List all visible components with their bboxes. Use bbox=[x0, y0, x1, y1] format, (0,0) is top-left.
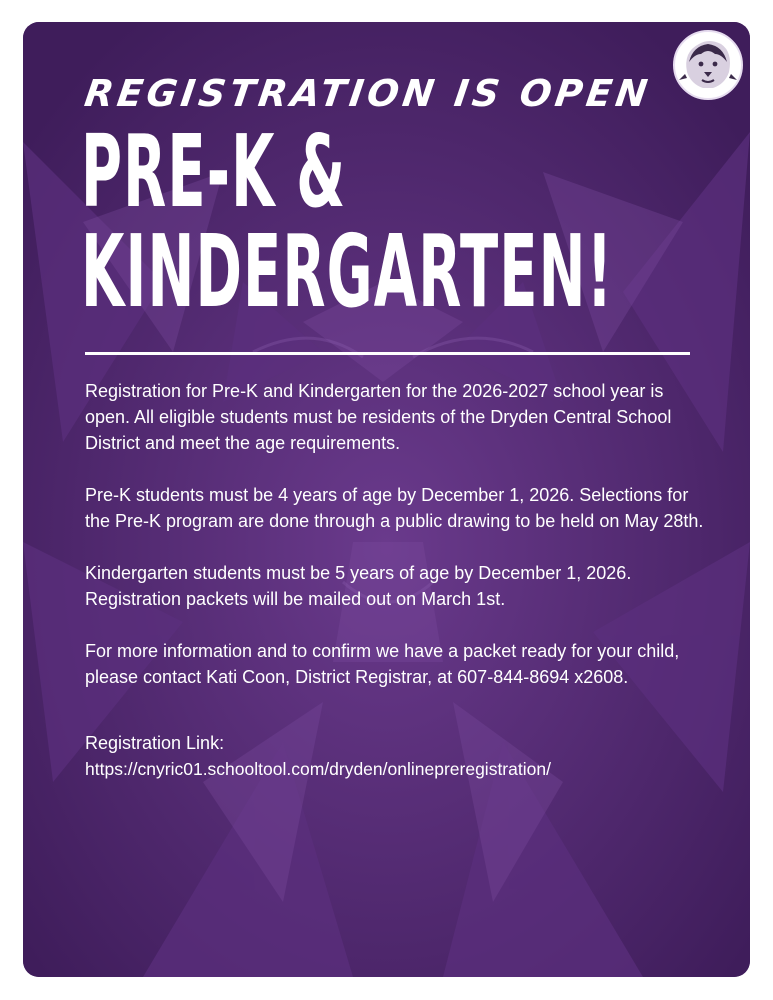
flyer bbox=[23, 22, 750, 977]
registration-link-label: Registration Link: bbox=[85, 733, 225, 753]
headline-line-1: PRE-K & bbox=[81, 113, 347, 230]
paragraph-contact: For more information and to confirm we have a packet ready for your child, please contact Kati Coon, District Registrar, at 607-844-8694 x2608. bbox=[85, 641, 680, 687]
lion-head-logo-icon bbox=[673, 30, 743, 100]
eyebrow-title: REGISTRATION IS OPEN bbox=[81, 72, 654, 115]
paragraph-pre-k: Pre-K students must be 4 years of age by December 1, 2026. Selections for the Pre-K program are done through a public drawing to be held on May 28th. bbox=[85, 485, 704, 531]
registration-link[interactable]: https://cnyric01.schooltool.com/dryden/onlinepreregistration/ bbox=[85, 759, 551, 779]
body-text bbox=[85, 378, 705, 782]
divider bbox=[85, 352, 690, 355]
headline-line-2: KINDERGARTEN! bbox=[81, 213, 614, 330]
paragraph-intro: Registration for Pre-K and Kindergarten for the 2026-2027 school year is open. All eligible students must be residents of the Dryden Central School District and meet the age requirements. bbox=[85, 381, 672, 453]
paragraph-kindergarten: Kindergarten students must be 5 years of age by December 1, 2026. Registration packets will be mailed out on March 1st. bbox=[85, 563, 632, 609]
